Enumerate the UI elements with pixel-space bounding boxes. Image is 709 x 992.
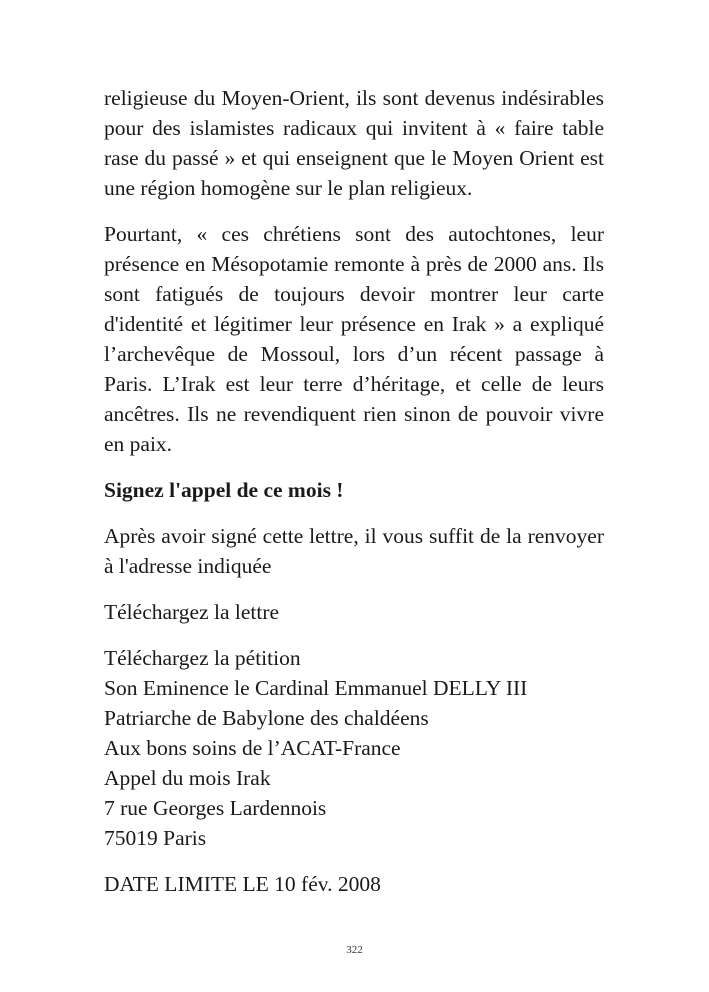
download-letter-text: Téléchargez la lettre [104, 600, 280, 624]
page-content [104, 83, 604, 899]
instruction-paragraph: Après avoir signé cette lettre, il vous suffit de la renvoyer à l'adresse indiquée [104, 524, 604, 578]
address-reference: Appel du mois Irak [104, 766, 271, 790]
address-city: 75019 Paris [104, 826, 207, 850]
address-recipient: Son Eminence le Cardinal Emmanuel DELLY III [104, 676, 528, 700]
address-care-of: Aux bons soins de l’ACAT-France [104, 736, 401, 760]
paragraph-religious-context: religieuse du Moyen-Orient, ils sont devenus indésirables pour des islamistes radicaux qui invitent à « faire table rase du passé » et qui enseignent que le Moyen Orient est une région homogène sur le plan religieux. [104, 86, 604, 200]
address-street: 7 rue Georges Lardennois [104, 796, 327, 820]
page-number: 322 [346, 944, 363, 956]
deadline-text: DATE LIMITE LE 10 fév. 2008 [104, 872, 381, 896]
address-title: Patriarche de Babylone des chaldéens [104, 706, 429, 730]
appeal-heading: Signez l'appel de ce mois ! [104, 478, 344, 502]
download-petition-text: Téléchargez la pétition [104, 646, 301, 670]
paragraph-archbishop-quote: Pourtant, « ces chrétiens sont des autochtones, leur présence en Mésopotamie remonte à près de 2000 ans. Ils sont fatigués de toujours devoir montrer leur carte d'identité et légitimer leur présence en Irak » a expliqué l’archevêque de Mossoul, lors d’un récent passage à Paris. L’Irak est leur terre d’héritage, et celle de leurs ancêtres. Ils ne revendiquent rien sinon de pouvoir vivre en paix. [104, 222, 604, 456]
address-block [104, 643, 604, 853]
